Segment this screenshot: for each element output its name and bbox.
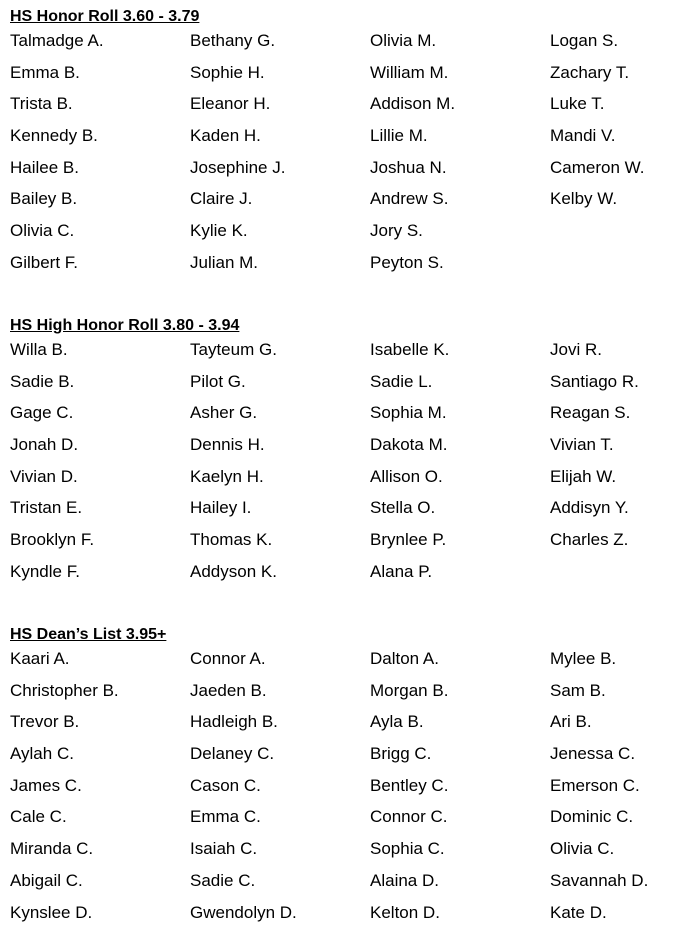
student-name: Brooklyn F. — [10, 530, 95, 550]
honor-roll-section — [10, 8, 690, 284]
student-name: James C. — [10, 775, 82, 795]
student-name: Willa B. — [10, 340, 68, 359]
student-name: Kelby W. — [550, 189, 618, 209]
student-name: Gage C. — [10, 403, 74, 423]
student-name: Ayla B. — [370, 712, 424, 732]
student-name: Peyton S. — [370, 252, 444, 272]
student-name: Abigail C. — [10, 870, 83, 890]
student-name: Sophia M. — [370, 403, 447, 423]
student-name: Trevor B. — [10, 712, 80, 732]
student-name: Cason C. — [190, 775, 261, 795]
student-name: Eleanor H. — [190, 94, 271, 114]
student-name: Delaney C. — [190, 744, 275, 764]
student-name: Vivian D. — [10, 466, 78, 486]
high-honor-roll-section — [10, 317, 690, 593]
student-name: Reagan S. — [550, 403, 631, 423]
student-name: Connor C. — [370, 807, 448, 827]
section-heading: HS Dean’s List 3.95+ — [10, 626, 167, 643]
student-name: Lillie M. — [370, 126, 428, 146]
student-name: Cale C. — [10, 807, 67, 827]
student-name: Kate D. — [550, 902, 607, 922]
student-name — [550, 561, 690, 593]
student-name: Luke T. — [550, 94, 605, 114]
student-name: Trista B. — [10, 94, 73, 114]
student-name: Gilbert F. — [10, 252, 79, 272]
student-name: William M. — [370, 62, 449, 82]
student-name: Bailey B. — [10, 189, 78, 209]
student-name: Hadleigh B. — [190, 712, 278, 732]
student-name: Dennis H. — [190, 435, 265, 455]
student-name: Emma B. — [10, 62, 80, 82]
student-name: Olivia M. — [370, 31, 437, 50]
student-name: Addisyn Y. — [550, 498, 629, 518]
student-name: Julian M. — [190, 252, 259, 272]
student-name: Olivia C. — [550, 839, 615, 859]
student-name: Christopher B. — [10, 680, 119, 700]
student-name: Isaiah C. — [190, 839, 258, 859]
student-name: Brigg C. — [370, 744, 432, 764]
student-name: Andrew S. — [370, 189, 449, 209]
student-name: Cameron W. — [550, 157, 645, 177]
student-name: Kaelyn H. — [190, 466, 264, 486]
student-name: Tayteum G. — [190, 340, 277, 359]
student-name: Claire J. — [190, 189, 253, 209]
student-name: Tristan E. — [10, 498, 83, 518]
student-name: Hailee B. — [10, 157, 79, 177]
student-name: Stella O. — [370, 498, 436, 518]
student-name: Kennedy B. — [10, 126, 98, 146]
student-name: Jenessa C. — [550, 744, 636, 764]
student-name: Jonah D. — [10, 435, 79, 455]
student-name: Kelton D. — [370, 902, 440, 922]
student-name: Mylee B. — [550, 649, 617, 668]
student-name: Kynslee D. — [10, 902, 93, 922]
student-name: Elijah W. — [550, 466, 617, 486]
student-name: Jaeden B. — [190, 680, 267, 700]
student-name: Isabelle K. — [370, 340, 450, 359]
student-name: Jory S. — [370, 221, 423, 241]
student-name: Kaari A. — [10, 649, 70, 668]
student-name: Thomas K. — [190, 530, 273, 550]
student-name: Connor A. — [190, 649, 266, 668]
student-name: Dominic C. — [550, 807, 634, 827]
student-name: Emma C. — [190, 807, 261, 827]
student-name: Joshua N. — [370, 157, 447, 177]
student-name: Sadie B. — [10, 371, 75, 391]
student-name: Sadie C. — [190, 870, 256, 890]
student-name: Gwendolyn D. — [190, 902, 297, 922]
student-name: Sadie L. — [370, 371, 433, 391]
name-grid — [10, 339, 690, 593]
student-name: Morgan B. — [370, 680, 449, 700]
student-name: Dakota M. — [370, 435, 448, 455]
student-name: Emerson C. — [550, 775, 640, 795]
student-name: Savannah D. — [550, 870, 649, 890]
name-grid — [10, 30, 690, 284]
student-name: Talmadge A. — [10, 31, 104, 50]
student-name: Bentley C. — [370, 775, 449, 795]
student-name: Alana P. — [370, 561, 433, 581]
student-name: Allison O. — [370, 466, 443, 486]
student-name: Mandi V. — [550, 126, 616, 146]
student-name: Miranda C. — [10, 839, 94, 859]
student-name: Asher G. — [190, 403, 258, 423]
student-name: Pilot G. — [190, 371, 246, 391]
student-name: Sam B. — [550, 680, 606, 700]
student-name: Josephine J. — [190, 157, 286, 177]
name-grid — [10, 648, 690, 933]
student-name: Aylah C. — [10, 744, 74, 764]
student-name: Addison M. — [370, 94, 456, 114]
student-name: Sophie H. — [190, 62, 265, 82]
student-name: Kyndle F. — [10, 561, 80, 581]
student-name: Alaina D. — [370, 870, 439, 890]
student-name: Vivian T. — [550, 435, 614, 455]
student-name — [550, 252, 690, 284]
student-name — [550, 220, 690, 252]
section-heading: HS High Honor Roll 3.80 - 3.94 — [10, 317, 240, 334]
student-name: Brynlee P. — [370, 530, 447, 550]
section-heading: HS Honor Roll 3.60 - 3.79 — [10, 8, 200, 25]
student-name: Bethany G. — [190, 31, 276, 50]
student-name: Zachary T. — [550, 62, 630, 82]
student-name: Logan S. — [550, 31, 619, 50]
student-name: Sophia C. — [370, 839, 445, 859]
student-name: Ari B. — [550, 712, 592, 732]
student-name: Santiago R. — [550, 371, 639, 391]
deans-list-section — [10, 626, 690, 933]
student-name: Kylie K. — [190, 221, 248, 241]
student-name: Dalton A. — [370, 649, 439, 668]
student-name: Hailey I. — [190, 498, 252, 518]
student-name: Kaden H. — [190, 126, 261, 146]
student-name: Olivia C. — [10, 221, 75, 241]
student-name: Charles Z. — [550, 530, 629, 550]
student-name: Addyson K. — [190, 561, 277, 581]
student-name: Jovi R. — [550, 340, 602, 359]
